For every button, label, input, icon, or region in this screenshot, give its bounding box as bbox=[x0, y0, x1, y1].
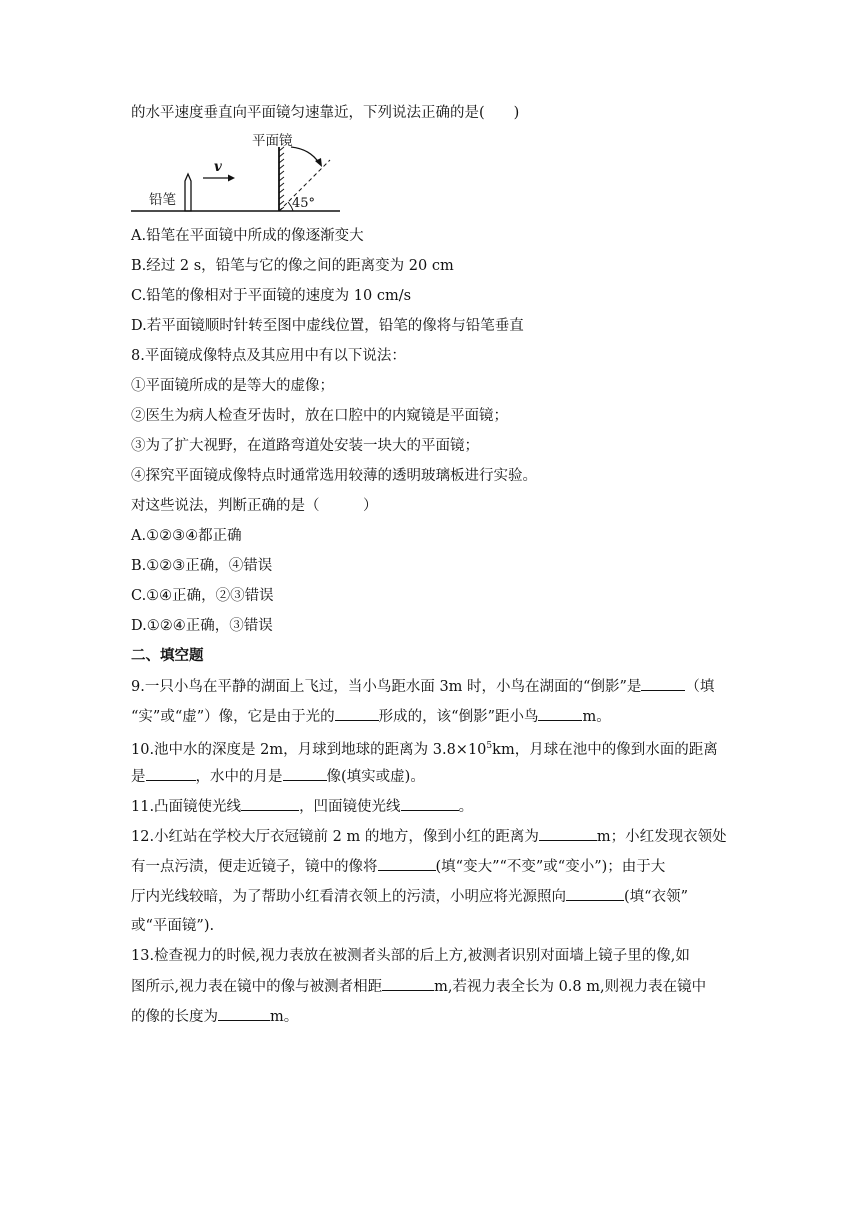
q12-text-1b: m；小红发现衣领处 bbox=[596, 829, 727, 845]
q10-blank-1[interactable] bbox=[146, 766, 196, 781]
section-2-title: 二、填空题 bbox=[131, 647, 204, 664]
q13-blank-2[interactable] bbox=[218, 1006, 270, 1021]
q9-text-2a: “实”或“虚”）像，它是由于光的 bbox=[131, 709, 335, 725]
q10-blank-2[interactable] bbox=[283, 766, 327, 781]
q13-text-3b: m。 bbox=[270, 1009, 299, 1025]
q13-line-1: 13.检查视力的时候,视力表放在被测者头部的后上方,被测者识别对面墙上镜子里的像,如 bbox=[131, 948, 690, 964]
q10-text-2c: 像(填实或虚)。 bbox=[326, 769, 425, 785]
q7-stem: 的水平速度垂直向平面镜匀速靠近，下列说法正确的是( ) bbox=[131, 105, 520, 121]
q8-option-c: C.①④正确，②③错误 bbox=[131, 588, 274, 604]
q10-text-2b: ，水中的月是 bbox=[195, 769, 283, 785]
q7-option-c: C.铅笔的像相对于平面镜的速度为 10 cm/s bbox=[131, 288, 412, 304]
q8-statement-4: ④探究平面镜成像特点时通常选用较薄的透明玻璃板进行实验。 bbox=[131, 468, 537, 484]
angle-label: 45° bbox=[292, 196, 316, 211]
q9-text-1b: （填 bbox=[685, 679, 715, 695]
q11-blank-2[interactable] bbox=[401, 796, 459, 811]
q11-line bbox=[131, 796, 473, 817]
q13-line-2 bbox=[131, 976, 706, 997]
q8-option-d: D.①②④正确，③错误 bbox=[131, 618, 273, 634]
q13-text-2a: 图所示,视力表在镜中的像与被测者相距 bbox=[131, 979, 383, 995]
q12-blank-3[interactable] bbox=[566, 886, 624, 901]
q8-option-a: A.①②③④都正确 bbox=[131, 528, 242, 544]
q8-statement-2: ②医生为病人检查牙齿时，放在口腔中的内窥镜是平面镜； bbox=[131, 408, 508, 424]
velocity-arrow-head bbox=[228, 175, 235, 182]
q12-text-3b: (填“衣领” bbox=[624, 889, 688, 905]
rotation-arrow-arc bbox=[291, 147, 319, 163]
q7-option-a: A.铅笔在平面镜中所成的像逐渐变大 bbox=[131, 228, 364, 244]
q12-text-2a: 有一点污渍，便走近镜子，镜中的像将 bbox=[131, 859, 378, 875]
q13-text-3a: 的像的长度为 bbox=[131, 1009, 218, 1025]
q7-option-b: B.经过 2 s，铅笔与它的像之间的距离变为 20 cm bbox=[131, 258, 454, 274]
q8-option-b: B.①②③正确，④错误 bbox=[131, 558, 273, 574]
q10-text-1a: 10.池中水的深度是 2m，月球到地球的距离为 3.8×10 bbox=[131, 741, 487, 758]
q12-text-2b: (填“变大”“不变”或“变小”)；由于大 bbox=[435, 859, 666, 875]
q12-line-3 bbox=[131, 886, 688, 907]
q12-blank-2[interactable] bbox=[378, 856, 436, 871]
q9-text-2b: 形成的，该“倒影”距小鸟 bbox=[378, 709, 539, 725]
q8-question: 对这些说法，判断正确的是（ ） bbox=[131, 498, 378, 514]
q10-line-2 bbox=[131, 766, 425, 787]
q9-line-1 bbox=[131, 676, 714, 697]
pencil-label: 铅笔 bbox=[149, 192, 176, 208]
q12-line-2 bbox=[131, 856, 665, 877]
q11-blank-1[interactable] bbox=[241, 796, 299, 811]
q7-option-d: D.若平面镜顺时针转至图中虚线位置，铅笔的像将与铅笔垂直 bbox=[131, 318, 524, 334]
q11-text-a: 11.凸面镜使光线 bbox=[131, 799, 242, 815]
q9-text-1a: 9.一只小鸟在平静的湖面上飞过，当小鸟距水面 3m 时，小鸟在湖面的“倒影”是 bbox=[131, 679, 642, 695]
q12-line-4: 或“平面镜”). bbox=[131, 918, 215, 934]
q13-text-2b: m,若视力表全长为 0.8 m,则视力表在镜中 bbox=[434, 979, 707, 995]
mirror-label: 平面镜 bbox=[252, 133, 293, 149]
q9-blank-1[interactable] bbox=[641, 676, 685, 691]
q8-statement-3: ③为了扩大视野，在道路弯道处安装一块大的平面镜； bbox=[131, 438, 479, 454]
q9-line-2 bbox=[131, 706, 611, 727]
q12-text-3a: 厅内光线较暗，为了帮助小红看清衣领上的污渍，小明应将光源照向 bbox=[131, 889, 566, 905]
q8-stem: 8.平面镜成像特点及其应用中有以下说法： bbox=[131, 348, 406, 364]
q12-line-1 bbox=[131, 826, 727, 847]
q10-text-1b: km，月球在池中的像到水面的距离 bbox=[492, 741, 718, 758]
q10-exponent: 5 bbox=[486, 741, 493, 751]
q13-line-3 bbox=[131, 1006, 298, 1027]
q9-text-2c: m。 bbox=[582, 709, 611, 725]
q9-blank-3[interactable] bbox=[538, 706, 582, 721]
q8-statement-1: ①平面镜所成的是等大的虚像； bbox=[131, 378, 334, 394]
mirror-pencil-figure bbox=[128, 133, 343, 217]
velocity-label: v bbox=[214, 159, 222, 175]
q11-text-b: ，凹面镜使光线 bbox=[299, 799, 401, 815]
q13-blank-1[interactable] bbox=[382, 976, 434, 991]
q11-text-c: 。 bbox=[458, 799, 474, 815]
q10-text-2a: 是 bbox=[131, 769, 146, 785]
pencil-shape bbox=[185, 174, 191, 211]
q9-blank-2[interactable] bbox=[335, 706, 379, 721]
q12-blank-1[interactable] bbox=[539, 826, 597, 841]
q10-line-1 bbox=[131, 736, 718, 760]
q12-text-1a: 12.小红站在学校大厅衣冠镜前 2 m 的地方，像到小红的距离为 bbox=[131, 829, 539, 845]
